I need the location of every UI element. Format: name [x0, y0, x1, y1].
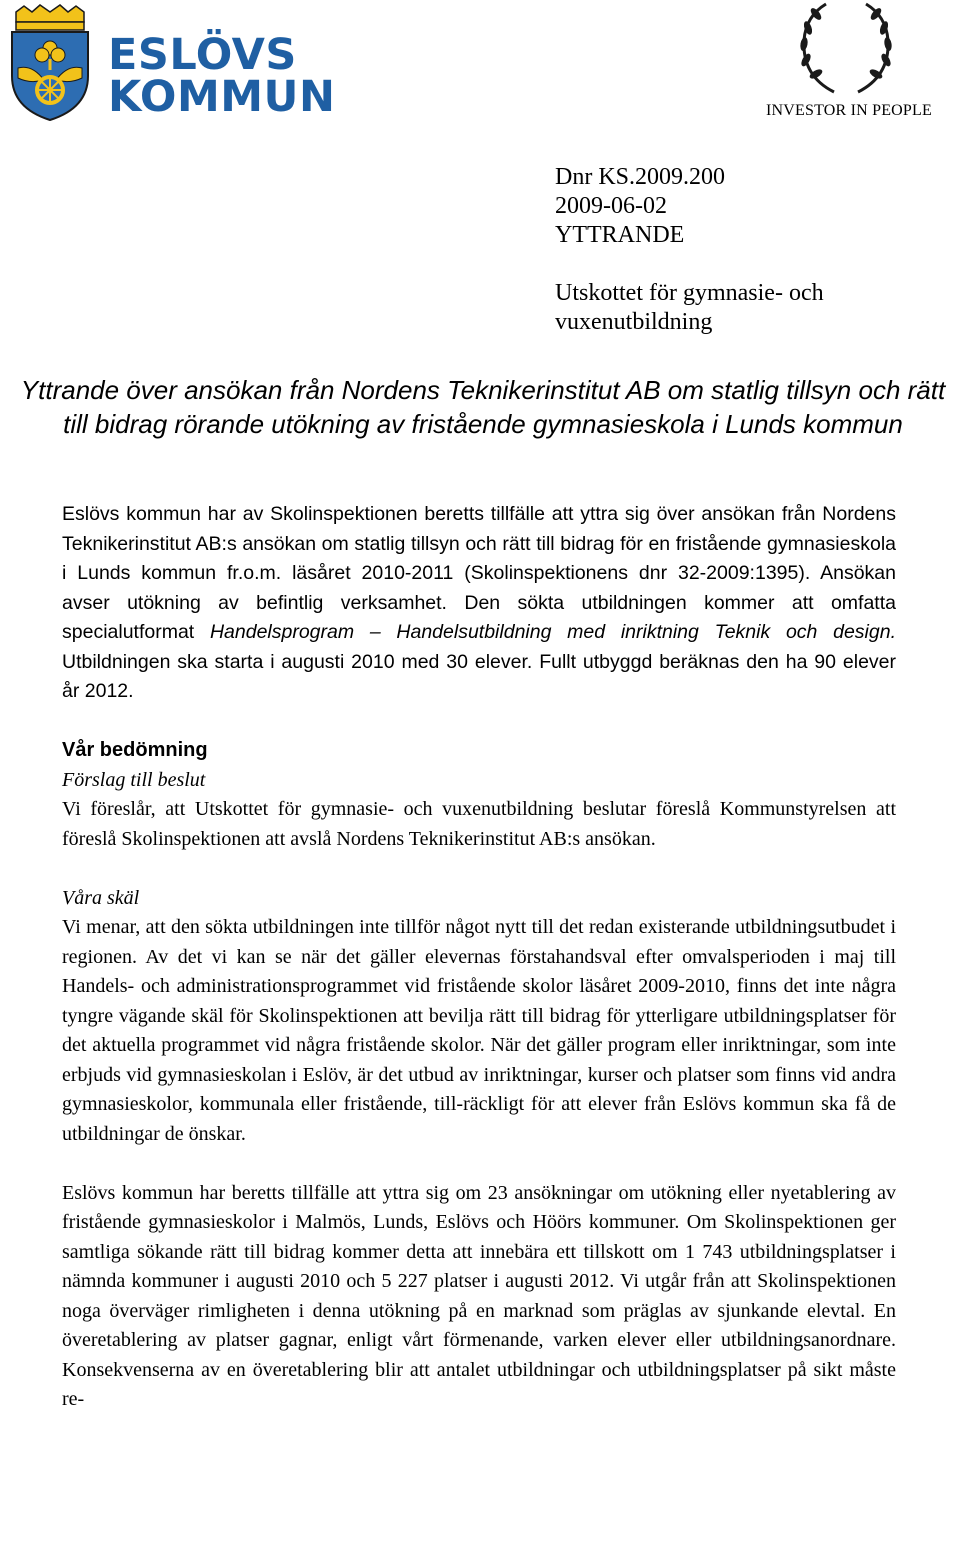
eslovs-kommun-logo [4, 4, 336, 124]
intro-paragraph [62, 500, 896, 707]
reasons-text: Vi menar, att den sökta utbildningen inte tillför något nytt till det redan existerande utbildningsutbudet i regionen. Av det vi kan se när det gäller elevernas förstahandsval efter omvalsperioden i maj till Handels- och administrationsprogrammet vid fristående skolor läsåret 2009-2010, finns det inte några tyngre vägande skäl för Skolinspektionen att bevilja rätt till bidrag för ytterligare utbildningsplatser för det aktuella programmet vid några fristående skolor. När det gäller program eller inriktningar, som inte erbjuds vid gymnasieskolan i Eslöv, är det utbud av inriktningar, kurser och platser som finns vid andra gymnasieskolor, kommunala eller fristående, till-räckligt för att elever från Eslövs kommun ska få de utbildningar de önskar. [62, 916, 896, 1145]
org-name-line2: KOMMUN [108, 72, 336, 122]
document-type: YTTRANDE [555, 222, 685, 248]
recipient-line1: Utskottet för gymnasie- och [555, 280, 824, 306]
intro-part1: Eslövs kommun har av Skolinspektionen beretts tillfälle att yttra sig över ansökan från Nordens Teknikerinstitut AB:s ansökan om statlig tillsyn och rätt till bidrag för en fristående gymnasieskola i Lunds kommun fr.o.m. läsåret 2010-2011 (Skolinspektionens dnr 32-2009:1395). [62, 503, 896, 584]
proposal-text: Vi föreslår, att Utskottet för gymnasie- och vuxenutbildning beslutar föreslå Kommunstyrelsen att föreslå Skolinspektionen att avslå Nordens Teknikerinstitut AB:s ansökan. [62, 798, 896, 850]
investor-in-people-logo [752, 0, 942, 126]
laurel-wreath-icon [796, 0, 896, 96]
document-meta [555, 163, 824, 337]
assessment-heading: Vår bedömning [62, 739, 208, 761]
intro-program-name: Handelsprogram – Handelsutbildning med inriktning Teknik och design. [209, 621, 896, 643]
document-title: Yttrande över ansökan från Nordens Teknikerinstitut AB om statlig tillsyn och rätt till bidrag rörande utökning av fristående gymnasieskola i Lunds kommun [20, 375, 946, 439]
coat-of-arms-icon [4, 4, 96, 122]
spacer [555, 250, 824, 279]
reasons-subheading: Våra skäl [62, 886, 140, 909]
org-name [108, 30, 336, 122]
dnr: Dnr KS.2009.200 [555, 164, 726, 190]
intro-part2: Ansökan avser utökning av befintlig verksamhet. Den sökta utbildningen kommer att omfatta specialutformat [62, 562, 896, 643]
intro-part4: Utbildningen ska starta i augusti 2010 med 30 elever. Fullt utbyggd beräknas den ha 90 elever år 2012. [62, 650, 896, 702]
final-paragraph: Eslövs kommun har beretts tillfälle att yttra sig om 23 ansökningar om utökning eller nyetablering av fristående gymnasieskolor i Malmös, Lunds, Eslövs och Höörs kommuner. Om Skolinspektionen ger samtliga sökande rätt till bidrag kommer detta att innebära ett tillskott om 1 743 utbildningsplatser i nämnda kommuner i augusti 2010 och 5 227 platser i augusti 2012. Vi utgår från att Skolinspektionen noga överväger rimligheten i denna utökning på en marknad som präglas av sjunkande elevtal. En överetablering av platser gagnar, enligt vårt förmenande, varken elever eller utbildningsanordnare. Konsekvenserna av en överetablering blir att antalet utbildningar och utbildningsplatser på sikt måste re- [62, 1181, 896, 1410]
document-body [62, 500, 896, 1415]
proposal-subheading: Förslag till beslut [62, 768, 206, 791]
recipient-line2: vuxenutbildning [555, 309, 713, 335]
document-date: 2009-06-02 [555, 193, 667, 219]
iip-label: INVESTOR IN PEOPLE [766, 102, 932, 119]
org-name-line1: ESLÖVS [108, 30, 297, 80]
